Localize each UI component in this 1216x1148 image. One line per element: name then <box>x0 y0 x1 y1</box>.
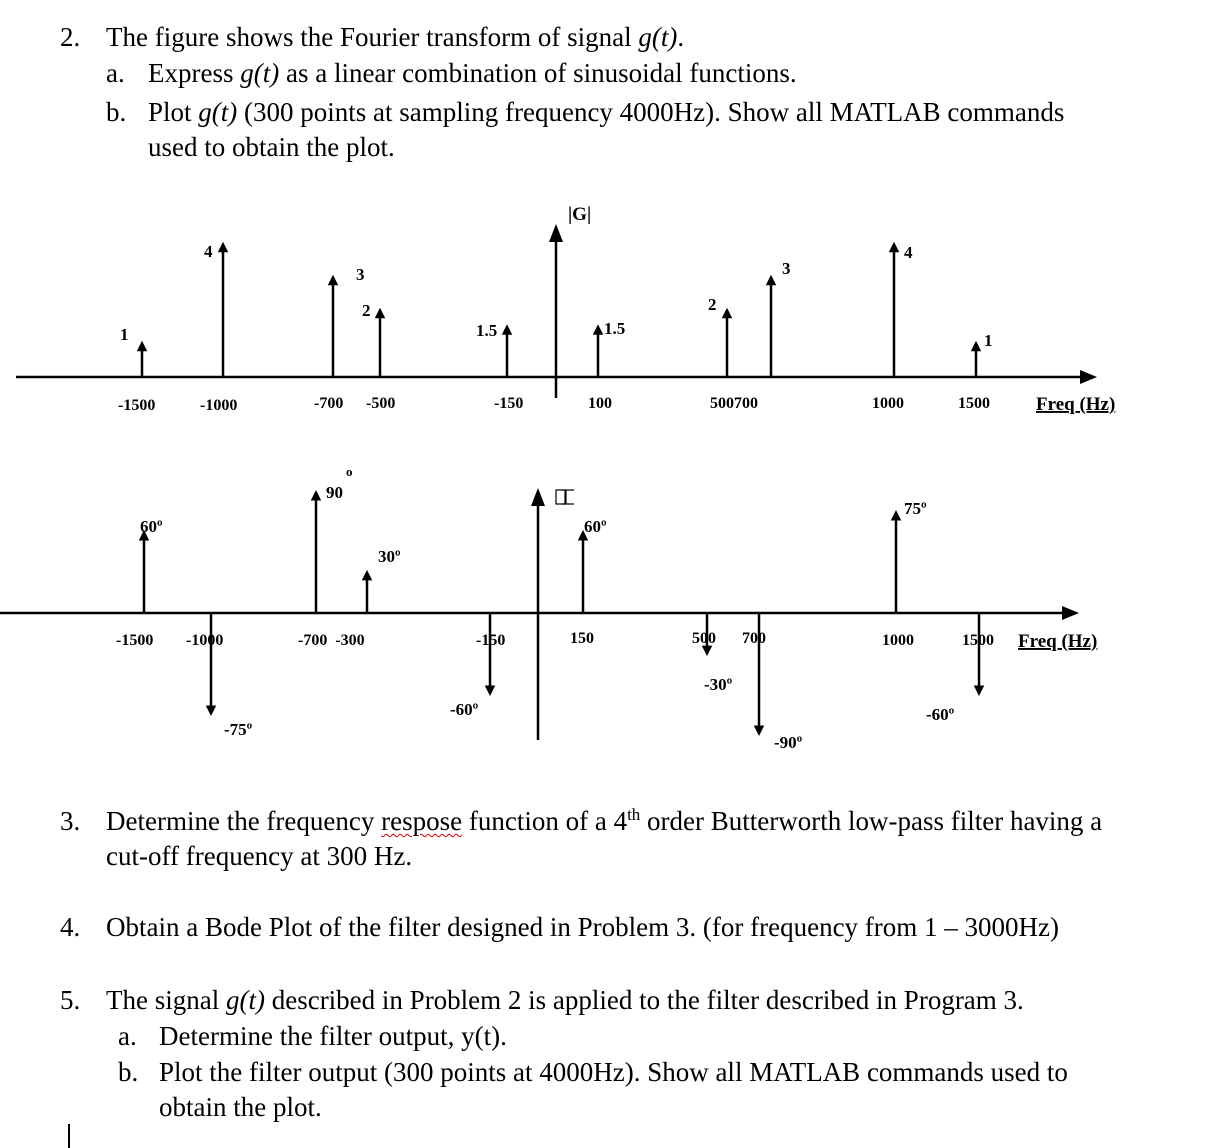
magnitude-tick-label: -150 <box>494 395 524 412</box>
phase-value-label: -60º <box>450 700 479 719</box>
problem-2b-text2: (300 points at sampling frequency 4000Hz). Show all MATLAB commands <box>237 97 1065 127</box>
magnitude-tick-label: -700 <box>314 395 344 412</box>
phase-value-label: 60º <box>584 517 607 536</box>
problem-5-signal: g(t) <box>225 985 265 1015</box>
problem-4-number: 4. <box>60 912 81 942</box>
magnitude-value-label: 4 <box>904 243 913 262</box>
problem-2b-text-line2: used to obtain the plot. <box>148 132 395 162</box>
text-cursor[interactable] <box>68 1124 70 1148</box>
problem-2b-signal: g(t) <box>198 97 238 127</box>
problem-5-text2: described in Problem 2 is applied to the filter described in Program 3. <box>264 985 1024 1015</box>
problem-2a-letter: a. <box>106 58 125 88</box>
problem-3-number: 3. <box>60 806 81 836</box>
magnitude-value-label: 2 <box>362 301 371 320</box>
problem-3-text-line2: cut-off frequency at 300 Hz. <box>106 841 413 871</box>
phase-value-label: 30º <box>378 547 401 566</box>
problem-4-text: Obtain a Bode Plot of the filter designed in Problem 3. (for frequency from 1 – 3000Hz) <box>106 912 1060 942</box>
magnitude-tick-label: 500700 <box>710 395 758 412</box>
magnitude-value-label: 1 <box>984 331 993 350</box>
magnitude-tick-label: 1500 <box>958 395 990 412</box>
problem-3-text1: Determine the frequency <box>106 806 382 836</box>
problem-2-signal: g(t) <box>638 22 678 52</box>
problem-2-period: . <box>677 22 685 52</box>
problem-2b-text1: Plot <box>148 97 199 127</box>
phase-tick-label: -1000 <box>186 632 224 649</box>
phase-degree-mark: o <box>346 464 353 479</box>
phase-tick-label: 500 <box>692 630 716 647</box>
magnitude-value-label: 1.5 <box>604 319 626 338</box>
phase-x-axis-label: Freq (Hz) <box>1018 631 1098 652</box>
phase-value-label: -60º <box>926 705 955 724</box>
phase-value-label: 75º <box>904 499 927 518</box>
problem-3-text <box>106 804 1102 838</box>
phase-tick-label: 150 <box>570 630 594 647</box>
magnitude-value-label: 2 <box>708 295 717 314</box>
magnitude-value-label: 1 <box>120 325 129 344</box>
magnitude-tick-label: -1500 <box>118 397 156 414</box>
phase-value-label: -90º <box>774 733 803 752</box>
phase-tick-label: -700 -300 <box>298 632 365 649</box>
phase-tick-label: -150 <box>476 632 506 649</box>
phase-tick-label: 700 <box>742 630 766 647</box>
magnitude-value-label: 3 <box>782 259 791 278</box>
magnitude-value-label: 4 <box>204 242 213 261</box>
magnitude-tick-label: 100 <box>588 395 612 412</box>
problem-5b-letter: b. <box>118 1057 139 1087</box>
problem-3-superscript: th <box>627 805 641 824</box>
phase-value-label: -30º <box>704 675 733 694</box>
phase-tick-label: -1500 <box>116 632 154 649</box>
problem-2a-signal: g(t) <box>240 58 280 88</box>
problem-5b-text-line2: obtain the plot. <box>159 1092 322 1122</box>
phase-tick-label: 1000 <box>882 632 914 649</box>
phase-title-glyph-icon <box>556 490 565 504</box>
problem-3-text2: function of a 4 <box>462 806 628 836</box>
phase-y-axis-arrow-icon <box>531 488 545 506</box>
magnitude-tick-label: 1000 <box>872 395 904 412</box>
magnitude-value-label: 1.5 <box>476 321 498 340</box>
phase-tick-label: 1500 <box>962 632 994 649</box>
problem-5a-letter: a. <box>118 1021 137 1051</box>
problem-5-text <box>106 983 1024 1017</box>
problem-2b-letter: b. <box>106 97 127 127</box>
problem-5b-text: Plot the filter output (300 points at 4000Hz). Show all MATLAB commands used to <box>159 1057 1068 1087</box>
problem-5-text1: The signal <box>106 985 226 1015</box>
problem-5-number: 5. <box>60 985 81 1015</box>
problem-2a-text2: as a linear combination of sinusoidal functions. <box>279 58 797 88</box>
magnitude-tick-label: -1000 <box>200 397 238 414</box>
phase-value-label: 90 <box>326 483 343 502</box>
problem-3-text3: order Butterworth low-pass filter having a <box>640 806 1103 836</box>
problem-2-number: 2. <box>60 22 81 52</box>
problem-2-intro-text: The figure shows the Fourier transform of signal <box>106 22 639 52</box>
phase-x-axis-arrow-icon <box>1062 606 1079 620</box>
problem-2a-text1: Express <box>148 58 241 88</box>
magnitude-tick-label: -500 <box>366 395 396 412</box>
magnitude-title: |G| <box>568 204 592 225</box>
problem-5a-text: Determine the filter output, y(t). <box>159 1021 507 1051</box>
magnitude-x-axis-arrow-icon <box>1080 370 1097 384</box>
problem-3-misspelled-word: respose <box>381 806 463 836</box>
phase-stems <box>140 483 979 752</box>
phase-value-label: -75º <box>224 720 253 739</box>
magnitude-x-axis-label: Freq (Hz) <box>1036 394 1116 415</box>
magnitude-value-label: 3 <box>356 265 365 284</box>
phase-value-label: 60º <box>140 517 163 536</box>
magnitude-y-axis-arrow-icon <box>549 224 563 242</box>
